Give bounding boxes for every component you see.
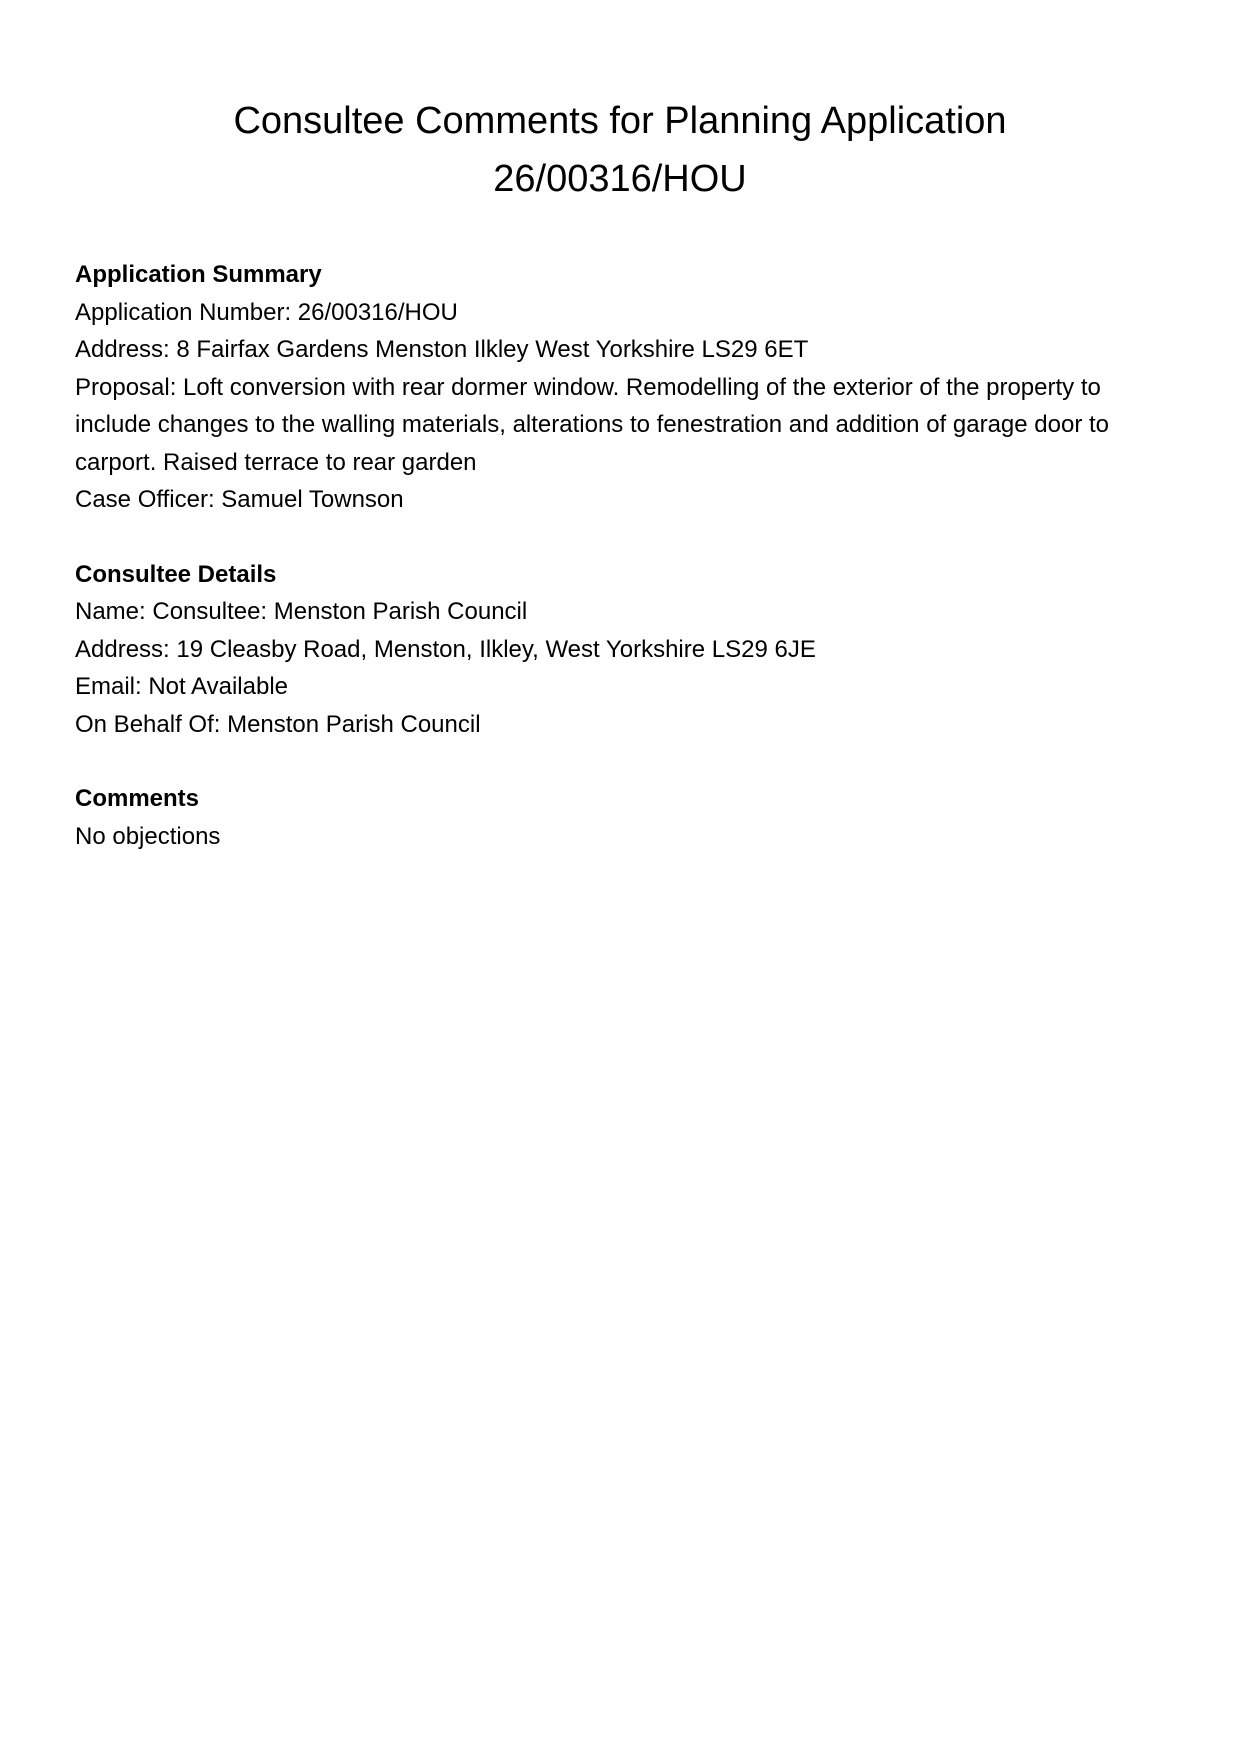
case-officer: Case Officer: Samuel Townson: [75, 486, 404, 513]
page-title: [0, 92, 1240, 208]
consultee-details-section: [75, 556, 1175, 744]
title-line-1: Consultee Comments for Planning Application: [233, 100, 1007, 142]
comments-heading: Comments: [75, 785, 200, 812]
comments-section: [75, 780, 1175, 855]
consultee-address: Address: 19 Cleasby Road, Menston, Ilkley, West Yorkshire LS29 6JE: [75, 635, 816, 663]
consultee-name: Name: Consultee: Menston Parish Council: [75, 598, 528, 625]
application-summary-section: [75, 256, 1175, 519]
consultee-email: Email: Not Available: [75, 673, 288, 700]
comments-text: No objections: [75, 822, 221, 850]
application-address: Address: 8 Fairfax Gardens Menston Ilkley West Yorkshire LS29 6ET: [75, 336, 809, 363]
consultee-on-behalf-of: On Behalf Of: Menston Parish Council: [75, 710, 481, 738]
application-proposal: Proposal: Loft conversion with rear dormer window. Remodelling of the exterior of the property to include changes to the walling materials, alterations to fenestration and addition of garage door to carport. Raised terrace to rear garden: [75, 373, 1109, 476]
application-number: Application Number: 26/00316/HOU: [75, 298, 458, 326]
document-body: [75, 256, 1175, 892]
consultee-details-heading: Consultee Details: [75, 560, 277, 588]
application-summary-heading: Application Summary: [75, 261, 322, 288]
title-line-2: 26/00316/HOU: [493, 158, 747, 200]
